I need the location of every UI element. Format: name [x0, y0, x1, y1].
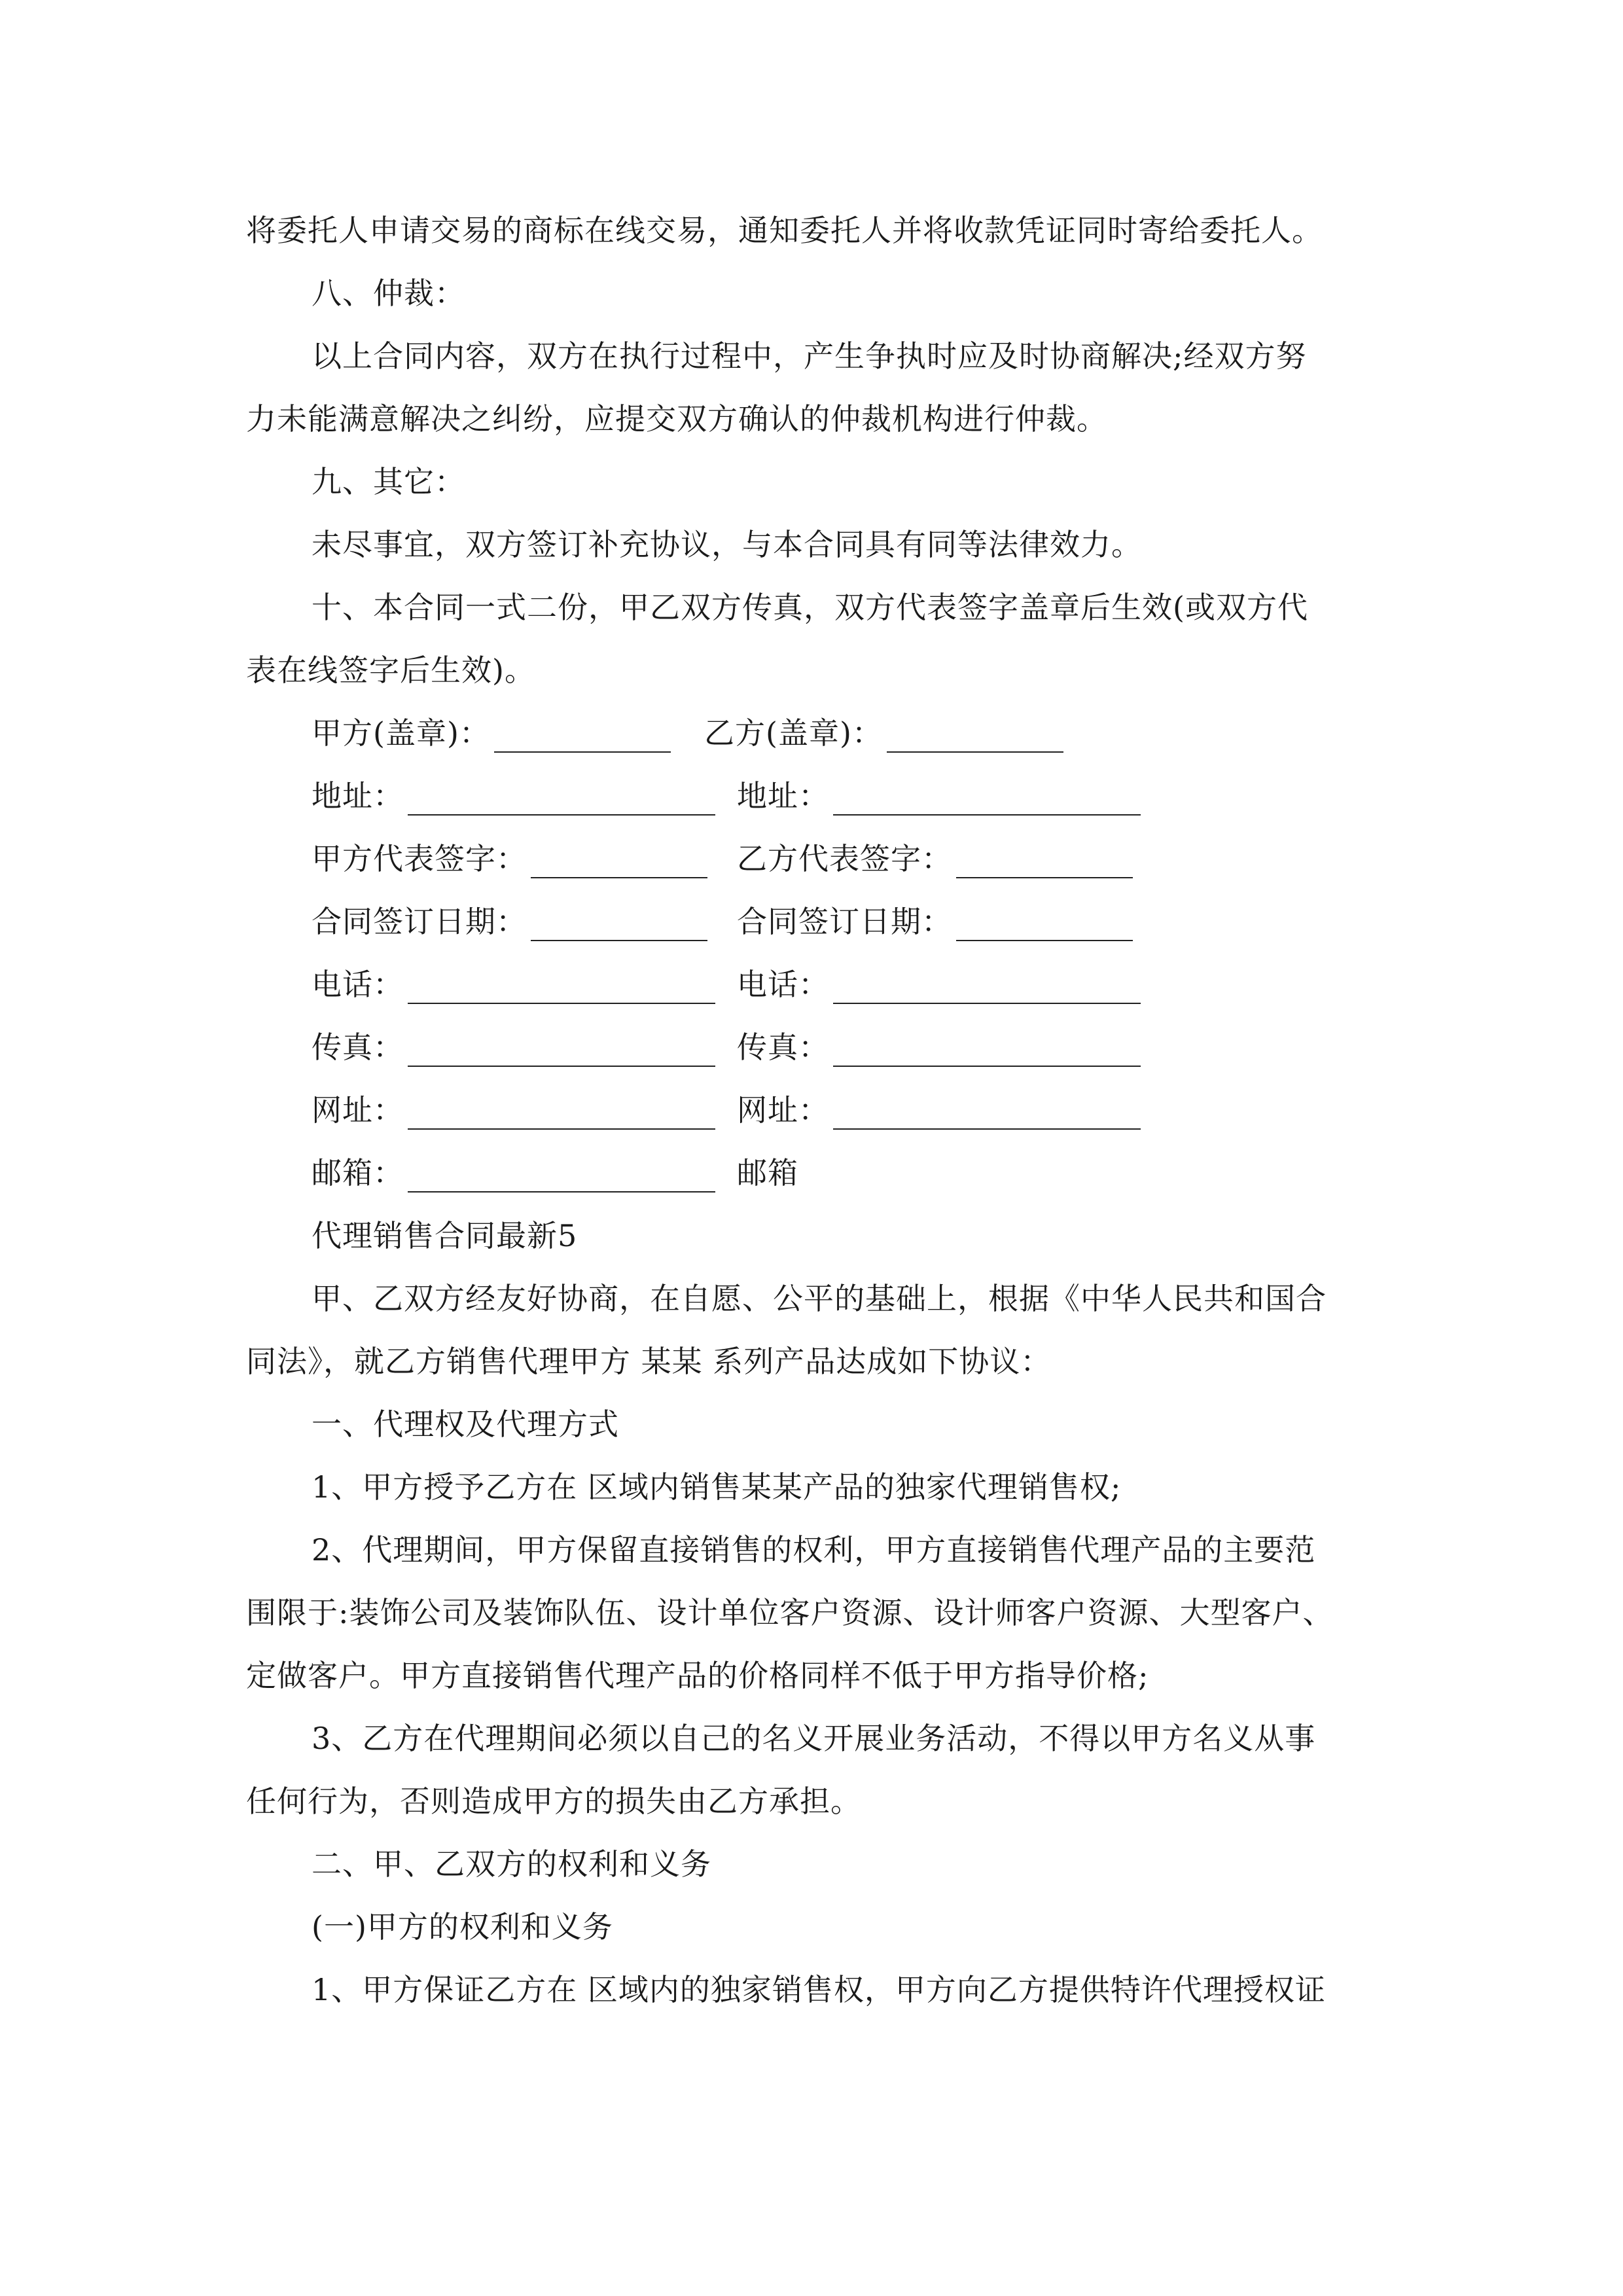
paragraph-line: 1、甲方授予乙方在 区域内销售某某产品的独家代理销售权; [312, 1469, 1122, 1505]
paragraph-line: 定做客户。甲方直接销售代理产品的价格同样不低于甲方指导价格; [246, 1658, 1149, 1693]
field-label-website-a: 网址： [312, 1090, 715, 1130]
field-label-email-b: 邮箱 [737, 1155, 798, 1191]
heading-other: 九、其它： [312, 464, 465, 499]
paragraph-line: 围限于:装饰公司及装饰队伍、设计单位客户资源、设计师客户资源、大型客户、 [246, 1595, 1334, 1630]
paragraph-line: 力未能满意解决之纠纷，应提交双方确认的仲裁机构进行仲裁。 [246, 401, 1107, 437]
heading-rights-obligations: 二、甲、乙双方的权利和义务 [312, 1846, 711, 1882]
heading-agency-rights: 一、代理权及代理方式 [312, 1407, 619, 1442]
paragraph-line: 将委托人申请交易的商标在线交易，通知委托人并将收款凭证同时寄给委托人。 [246, 213, 1323, 248]
paragraph-line: 3、乙方在代理期间必须以自己的名义开展业务活动，不得以甲方名义从事 [312, 1721, 1316, 1756]
field-label-rep-a: 甲方代表签字： [312, 839, 707, 878]
paragraph-line: 十、本合同一式二份，甲乙双方传真，双方代表签字盖章后生效(或双方代 [312, 590, 1308, 625]
paragraph-line: 1、甲方保证乙方在 区域内的独家销售权，甲方向乙方提供特许代理授权证 [312, 1972, 1326, 2007]
field-label-fax-b: 传真： [737, 1028, 1141, 1067]
field-label-date-a: 合同签订日期： [312, 902, 707, 941]
field-label-website-b: 网址： [737, 1090, 1141, 1130]
field-label-phone-a: 电话： [312, 965, 715, 1004]
field-label-email-a: 邮箱： [312, 1153, 715, 1193]
field-label-party-b-seal: 乙方(盖章)： [704, 713, 1063, 753]
paragraph-line: 以上合同内容，双方在执行过程中，产生争执时应及时协商解决;经双方努 [312, 338, 1307, 374]
paragraph-line: 同法》，就乙方销售代理甲方 某某 系列产品达成如下协议： [246, 1344, 1052, 1379]
field-label-address-a: 地址： [312, 776, 715, 816]
paragraph-line: 甲、乙双方经友好协商，在自愿、公平的基础上，根据《中华人民共和国合 [312, 1281, 1327, 1316]
paragraph-line: 任何行为，否则造成甲方的损失由乙方承担。 [246, 1784, 861, 1819]
field-label-address-b: 地址： [737, 776, 1141, 816]
field-label-fax-a: 传真： [312, 1028, 715, 1067]
paragraph-line: 表在线签字后生效)。 [246, 653, 535, 688]
field-label-phone-b: 电话： [737, 965, 1141, 1004]
field-label-rep-b: 乙方代表签字： [737, 839, 1133, 878]
field-label-date-b: 合同签订日期： [737, 902, 1133, 941]
field-label-party-a-seal: 甲方(盖章)： [312, 713, 671, 753]
subheading-party-a: (一)甲方的权利和义务 [312, 1909, 613, 1945]
heading-arbitration: 八、仲裁： [312, 276, 465, 311]
paragraph-line: 2、代理期间，甲方保留直接销售的权利，甲方直接销售代理产品的主要范 [312, 1532, 1316, 1568]
paragraph-line: 未尽事宜，双方签订补充协议，与本合同具有同等法律效力。 [312, 527, 1142, 562]
section-title: 代理销售合同最新5 [312, 1218, 578, 1253]
